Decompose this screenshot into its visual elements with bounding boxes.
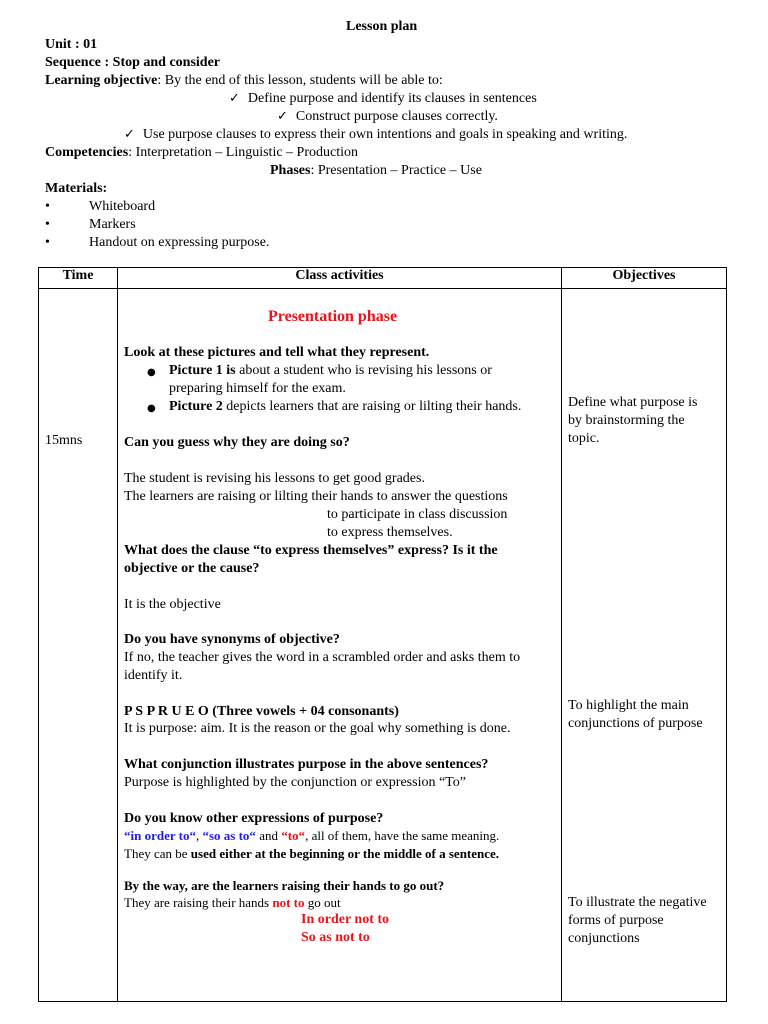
- picture-2-line: [169, 398, 521, 416]
- usage-line: [124, 845, 499, 863]
- answer-conjunction: Purpose is highlighted by the conjunction or expression “To”: [124, 775, 466, 790]
- objective-2-line-1: To highlight the main: [568, 698, 689, 713]
- answer-not-to: not to: [272, 895, 305, 910]
- table-row: [39, 289, 727, 1002]
- expression-so-as-to: “so as to“: [202, 828, 256, 843]
- picture-1-line-a: [169, 362, 492, 380]
- material-item-2: Markers: [89, 217, 136, 232]
- answer-objective: It is the objective: [124, 597, 221, 612]
- answer-go-out-a: They are raising their hands: [124, 895, 273, 910]
- question-clause-b: objective or the cause?: [124, 561, 260, 576]
- header-class-activities: Class activities: [118, 268, 562, 289]
- answer-student: The student is revising his lessons to get good grades.: [124, 471, 425, 486]
- answer-express: to express themselves.: [327, 525, 453, 540]
- unit-line: Unit : 01: [45, 37, 98, 52]
- competencies-text: : Interpretation – Linguistic – Production: [128, 145, 358, 160]
- question-pictures: Look at these pictures and tell what they represent.: [124, 345, 430, 360]
- negative-so-as-not-to: So as not to: [301, 930, 370, 945]
- phases-line: [270, 162, 482, 180]
- header-time: Time: [39, 268, 118, 289]
- picture-2-text: depicts learners that are raising or lilting their hands.: [222, 399, 522, 414]
- page-title: Lesson plan: [346, 19, 418, 34]
- answer-participate: to participate in class discussion: [327, 507, 508, 522]
- expression-to: “to“: [281, 828, 306, 843]
- picture-1-text: about a student who is revising his lessons or: [235, 363, 492, 378]
- picture-1-label: Picture 1 is: [169, 363, 236, 378]
- objective-3-line-2: forms of purpose: [568, 913, 664, 928]
- objective-2-line-2: conjunctions of purpose: [568, 716, 703, 731]
- question-clause-a: What does the clause “to express themselves” express? Is it the: [124, 543, 498, 558]
- answer-go-out-b: go out: [304, 895, 341, 910]
- learning-objective-label: Learning objective: [45, 73, 158, 88]
- material-item-3: Handout on expressing purpose.: [89, 235, 270, 250]
- materials-label: Materials:: [45, 181, 108, 196]
- question-go-out: By the way, are the learners raising their hands to go out?: [124, 878, 445, 893]
- usage-bold: used either at the beginning or the middle of a sentence.: [190, 846, 500, 861]
- picture-2-label: Picture 2: [169, 399, 223, 414]
- expression-sep-2: and: [255, 828, 282, 843]
- picture-1-line-b: preparing himself for the exam.: [169, 381, 346, 396]
- activities-cell: [118, 289, 562, 1002]
- sequence-line: Sequence : Stop and consider: [45, 55, 221, 70]
- objective-3-line-1: To illustrate the negative: [568, 895, 707, 910]
- material-bullet-1: •: [45, 199, 50, 214]
- check-item-2: ✓ Construct purpose clauses correctly.: [277, 108, 498, 126]
- expression-sep-1: ,: [195, 828, 203, 843]
- question-conjunction: What conjunction illustrates purpose in the above sentences?: [124, 757, 489, 772]
- objective-1-line-3: topic.: [568, 431, 600, 446]
- question-why: Can you guess why they are doing so?: [124, 435, 350, 450]
- objectives-cell: [562, 289, 727, 1002]
- time-cell: [39, 289, 118, 1002]
- learning-objective-line: [45, 72, 443, 90]
- phases-text: : Presentation – Practice – Use: [310, 163, 482, 178]
- expressions-line: [124, 827, 499, 845]
- answer-go-out: [124, 894, 341, 912]
- material-bullet-2: •: [45, 217, 50, 232]
- objective-1-line-1: Define what purpose is: [568, 395, 698, 410]
- synonym-note-a: If no, the teacher gives the word in a scrambled order and asks them to: [124, 650, 521, 665]
- time-value: 15mns: [45, 433, 83, 448]
- question-synonyms: Do you have synonyms of objective?: [124, 632, 340, 647]
- answer-purpose: It is purpose: aim. It is the reason or the goal why something is done.: [124, 721, 511, 736]
- learning-objective-text: : By the end of this lesson, students will be able to:: [157, 73, 443, 88]
- phase-title: Presentation phase: [268, 308, 398, 325]
- negative-in-order-not-to: In order not to: [301, 912, 390, 927]
- question-expressions: Do you know other expressions of purpose?: [124, 811, 384, 826]
- check-item-3: ✓ Use purpose clauses to express their own intentions and goals in speaking and writing.: [124, 126, 627, 144]
- header-objectives: Objectives: [562, 268, 727, 289]
- expression-in-order-to: “in order to“: [124, 828, 196, 843]
- competencies-label: Competencies: [45, 145, 129, 160]
- objective-3-line-3: conjunctions: [568, 931, 640, 946]
- competencies-line: [45, 144, 358, 162]
- synonym-note-b: identify it.: [124, 668, 183, 683]
- usage-text: They can be: [124, 846, 191, 861]
- answer-learners: The learners are raising or lilting their hands to answer the questions: [124, 489, 508, 504]
- phases-label: Phases: [270, 163, 311, 178]
- material-item-1: Whiteboard: [89, 199, 156, 214]
- material-bullet-3: •: [45, 235, 50, 250]
- objective-1-line-2: by brainstorming the: [568, 413, 685, 428]
- bullet-dot-icon: ●: [147, 403, 156, 414]
- lesson-table: [38, 267, 727, 1002]
- scrambled-word: P S P R U E O (Three vowels + 04 consonants): [124, 704, 399, 719]
- bullet-dot-icon: ●: [147, 367, 156, 378]
- expression-rest: , all of them, have the same meaning.: [305, 828, 500, 843]
- table-header-row: [39, 268, 727, 289]
- check-item-1: ✓ Define purpose and identify its clauses in sentences: [229, 90, 537, 108]
